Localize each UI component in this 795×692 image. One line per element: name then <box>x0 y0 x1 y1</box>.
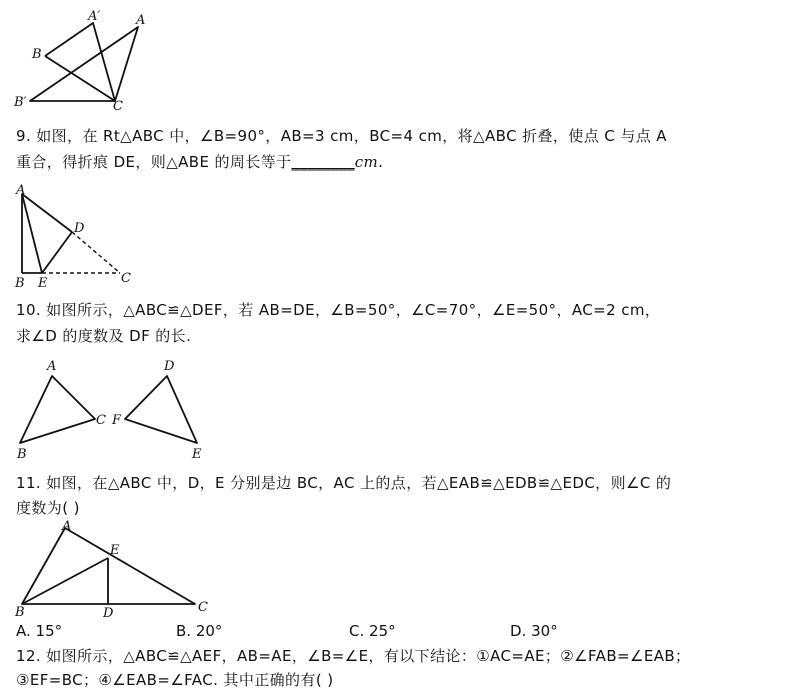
q10-label-c: C <box>96 413 106 428</box>
q9-line2-text: 重合，得折痕 DE，则△ABE 的周长等于 <box>16 153 292 171</box>
q11-label-a: A <box>62 519 72 534</box>
q10-figure <box>0 355 220 467</box>
q11-options <box>16 622 776 642</box>
q10-label-f: F <box>112 413 122 428</box>
q11-line2: 度数为( ) <box>16 499 80 517</box>
q9-answer-blank: ________ <box>291 153 355 171</box>
q11-figure <box>0 518 220 620</box>
q10-label-d: D <box>164 359 175 374</box>
q9-label-a: A <box>16 183 26 198</box>
q11-label-d: D <box>103 606 114 621</box>
label-b-prime: B′ <box>14 95 27 110</box>
q10-label-e: E <box>192 447 202 462</box>
q9-figure <box>0 180 150 290</box>
q10-line2: 求∠D 的度数及 DF 的长. <box>16 327 192 345</box>
label-b: B <box>32 47 42 62</box>
q10-label-b: B <box>17 447 27 462</box>
option-text: 20° <box>195 622 223 640</box>
q9-unit: cm. <box>354 153 384 171</box>
q10-line1: 10. 如图所示，△ABC≌△DEF，若 AB=DE，∠B=50°，∠C=70°，∠E=50°，AC=2 cm， <box>16 301 661 319</box>
q11-label-e: E <box>110 543 120 558</box>
figure-rotation <box>0 0 170 115</box>
q10-label-a: A <box>47 359 57 374</box>
option-text: 25° <box>369 622 396 640</box>
q11-option-c[interactable] <box>349 622 396 640</box>
q11-line1: 11. 如图，在△ABC 中，D，E 分别是边 BC，AC 上的点，若△EAB≌△EDB≌△EDC，则∠C 的 <box>16 474 672 492</box>
label-a-prime: A′ <box>88 9 101 24</box>
q9-line1: 9. 如图，在 Rt△ABC 中，∠B=90°，AB=3 cm，BC=4 cm，将△ABC 折叠，使点 C 与点 A <box>16 127 667 145</box>
q11-label-b: B <box>15 605 25 620</box>
q9-label-c: C <box>121 271 131 286</box>
q12-line2: ③EF=BC；④∠EAB=∠FAC. 其中正确的有( ) <box>16 671 334 689</box>
q11-option-b[interactable] <box>176 622 222 640</box>
label-c: C <box>113 99 123 114</box>
q11-label-c: C <box>198 600 208 615</box>
option-letter: B. <box>176 622 192 640</box>
q9-label-e: E <box>38 276 48 291</box>
option-letter: C. <box>349 622 365 640</box>
q12-line1: 12. 如图所示，△ABC≌△AEF，AB=AE，∠B=∠E，有以下结论：①AC=AE；②∠FAB=∠EAB； <box>16 647 691 665</box>
option-letter: D. <box>510 622 527 640</box>
label-a: A <box>136 13 146 28</box>
q9-line2 <box>16 152 383 172</box>
option-letter: A. <box>16 622 31 640</box>
q11-option-a[interactable] <box>16 622 62 640</box>
q9-label-b: B <box>15 276 25 291</box>
option-text: 15° <box>35 622 63 640</box>
q11-option-d[interactable] <box>510 622 558 640</box>
option-text: 30° <box>531 622 558 640</box>
q9-label-d: D <box>74 221 85 236</box>
